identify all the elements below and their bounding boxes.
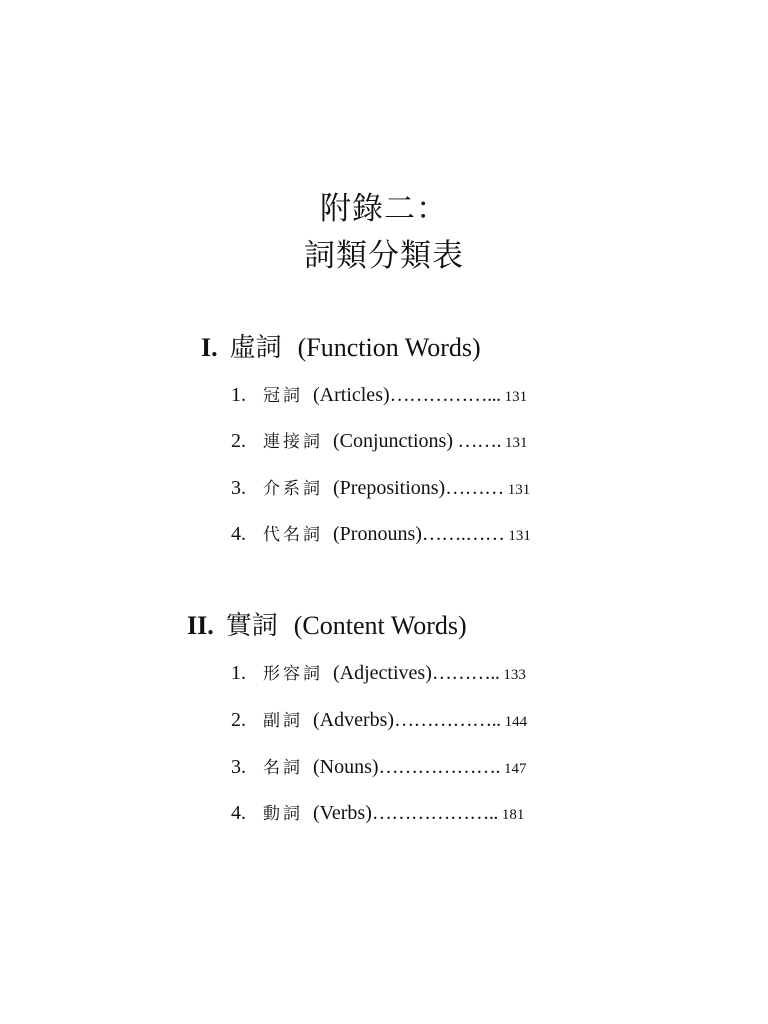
entry-title-en: (Verbs) bbox=[313, 802, 372, 824]
entry-leader-dots: ……………….. bbox=[371, 802, 498, 824]
entry-page-number: 181 bbox=[501, 807, 525, 823]
entry-page-number: 131 bbox=[508, 528, 531, 544]
entry-title-en: (Conjunctions) bbox=[333, 430, 453, 452]
entry-title-zh: 冠詞 bbox=[263, 386, 303, 406]
entry-page-number: 147 bbox=[504, 761, 527, 777]
toc-entry-adjectives bbox=[231, 658, 526, 688]
toc-entry-adverbs bbox=[231, 705, 527, 735]
toc-entry-pronouns bbox=[231, 519, 531, 549]
entry-title-zh: 名詞 bbox=[263, 758, 303, 778]
title-line-classification-table: 詞類分類表 bbox=[304, 238, 464, 273]
section-numeral: II. bbox=[187, 611, 214, 640]
entry-number: 2. bbox=[231, 709, 246, 731]
entry-leader-dots: ……………... bbox=[389, 384, 501, 406]
toc-entry-verbs bbox=[231, 798, 524, 828]
entry-title-zh: 動詞 bbox=[263, 804, 303, 824]
section-heading-function-words bbox=[201, 330, 481, 366]
entry-leader-dots: ……. bbox=[453, 430, 501, 452]
section-title-en: (Content Words) bbox=[293, 611, 467, 640]
entry-leader-dots: ……… bbox=[445, 477, 504, 499]
entry-leader-dots: …….…… bbox=[421, 523, 505, 545]
entry-title-zh: 連接詞 bbox=[263, 432, 323, 452]
toc-entry-conjunctions bbox=[231, 426, 528, 456]
entry-title-zh: 形容詞 bbox=[263, 664, 323, 684]
toc-entry-articles bbox=[231, 380, 527, 410]
entry-title-en: (Articles) bbox=[313, 384, 390, 406]
entry-title-zh: 副詞 bbox=[263, 711, 303, 731]
entry-title-zh: 代名詞 bbox=[263, 525, 323, 545]
title-line-appendix: 附錄二： bbox=[320, 191, 448, 226]
entry-leader-dots: ……….. bbox=[431, 662, 500, 684]
entry-number: 3. bbox=[231, 477, 246, 499]
entry-page-number: 131 bbox=[505, 435, 528, 451]
entry-number: 3. bbox=[231, 756, 246, 778]
entry-title-en: (Nouns) bbox=[313, 756, 379, 778]
entry-number: 1. bbox=[231, 384, 246, 406]
entry-number: 1. bbox=[231, 662, 246, 684]
entry-title-en: (Adjectives) bbox=[333, 662, 432, 684]
toc-entry-prepositions bbox=[231, 473, 530, 503]
section-title-zh: 實詞 bbox=[225, 611, 278, 640]
entry-page-number: 144 bbox=[504, 714, 528, 730]
entry-page-number: 131 bbox=[507, 482, 531, 498]
entry-title-zh: 介系詞 bbox=[263, 479, 323, 499]
entry-leader-dots: …………….. bbox=[394, 709, 501, 731]
entry-number: 2. bbox=[231, 430, 246, 452]
section-heading-content-words bbox=[187, 608, 467, 644]
entry-page-number: 131 bbox=[504, 389, 528, 405]
entry-number: 4. bbox=[231, 523, 246, 545]
entry-title-en: (Prepositions) bbox=[333, 477, 446, 499]
section-numeral: I. bbox=[201, 333, 218, 362]
entry-title-en: (Adverbs) bbox=[313, 709, 395, 731]
toc-entry-nouns bbox=[231, 752, 527, 782]
entry-title-en: (Pronouns) bbox=[333, 523, 422, 545]
entry-page-number: 133 bbox=[503, 667, 526, 683]
section-title-zh: 虛詞 bbox=[229, 333, 282, 362]
entry-number: 4. bbox=[231, 802, 246, 824]
section-title-en: (Function Words) bbox=[297, 333, 481, 362]
entry-leader-dots: ………………. bbox=[378, 756, 501, 778]
